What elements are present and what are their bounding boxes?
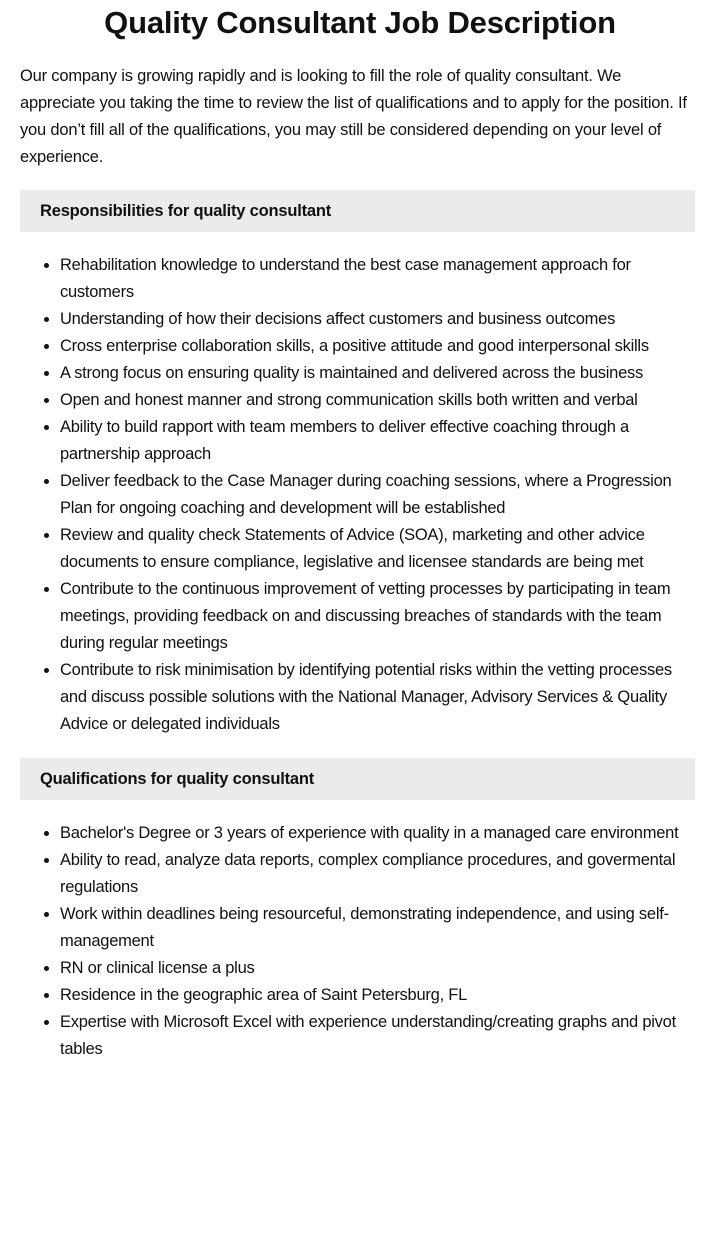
responsibilities-heading: Responsibilities for quality consultant [20,190,695,232]
qualifications-list [20,820,695,1063]
qualifications-heading: Qualifications for quality consultant [20,758,695,800]
responsibilities-list [20,252,695,738]
list-item: • Ability to read, analyze data reports, complex compliance procedures, and govermental regulations [60,847,695,901]
list-item: • Work within deadlines being resourceful, demonstrating independence, and using self-management [60,901,695,955]
page-title: Quality Consultant Job Description [104,5,616,40]
list-item: • Expertise with Microsoft Excel with experience understanding/creating graphs and pivot tables [60,1009,695,1063]
list-item: • Understanding of how their decisions affect customers and business outcomes [60,306,695,333]
intro-paragraph: Our company is growing rapidly and is looking to fill the role of quality consultant. We appreciate you taking the time to review the list of qualifications and to apply for the position. If you don’t fill all of the qualifications, you may still be considered depending on your level of experience. [20,67,687,166]
list-item: • Contribute to the continuous improvement of vetting processes by participating in team meetings, providing feedback on and discussing breaches of standards with the team during regular meetings [60,576,695,657]
list-item: • Open and honest manner and strong communication skills both written and verbal [60,387,695,414]
list-item: • Contribute to risk minimisation by identifying potential risks within the vetting processes and discuss possible solutions with the National Manager, Advisory Services & Quality Advice or delegated individuals [60,657,695,738]
list-item: • Ability to build rapport with team members to deliver effective coaching through a partnership approach [60,414,695,468]
list-item: • Bachelor's Degree or 3 years of experience with quality in a managed care environment [60,820,695,847]
list-item: • RN or clinical license a plus [60,955,695,982]
list-item: • Deliver feedback to the Case Manager during coaching sessions, where a Progression Plan for ongoing coaching and development will be established [60,468,695,522]
list-item: • Cross enterprise collaboration skills, a positive attitude and good interpersonal skills [60,333,695,360]
list-item: • Rehabilitation knowledge to understand the best case management approach for customers [60,252,695,306]
list-item: • Review and quality check Statements of Advice (SOA), marketing and other advice documents to ensure compliance, legislative and licensee standards are being met [60,522,695,576]
list-item: • Residence in the geographic area of Saint Petersburg, FL [60,982,695,1009]
list-item: • A strong focus on ensuring quality is maintained and delivered across the business [60,360,695,387]
